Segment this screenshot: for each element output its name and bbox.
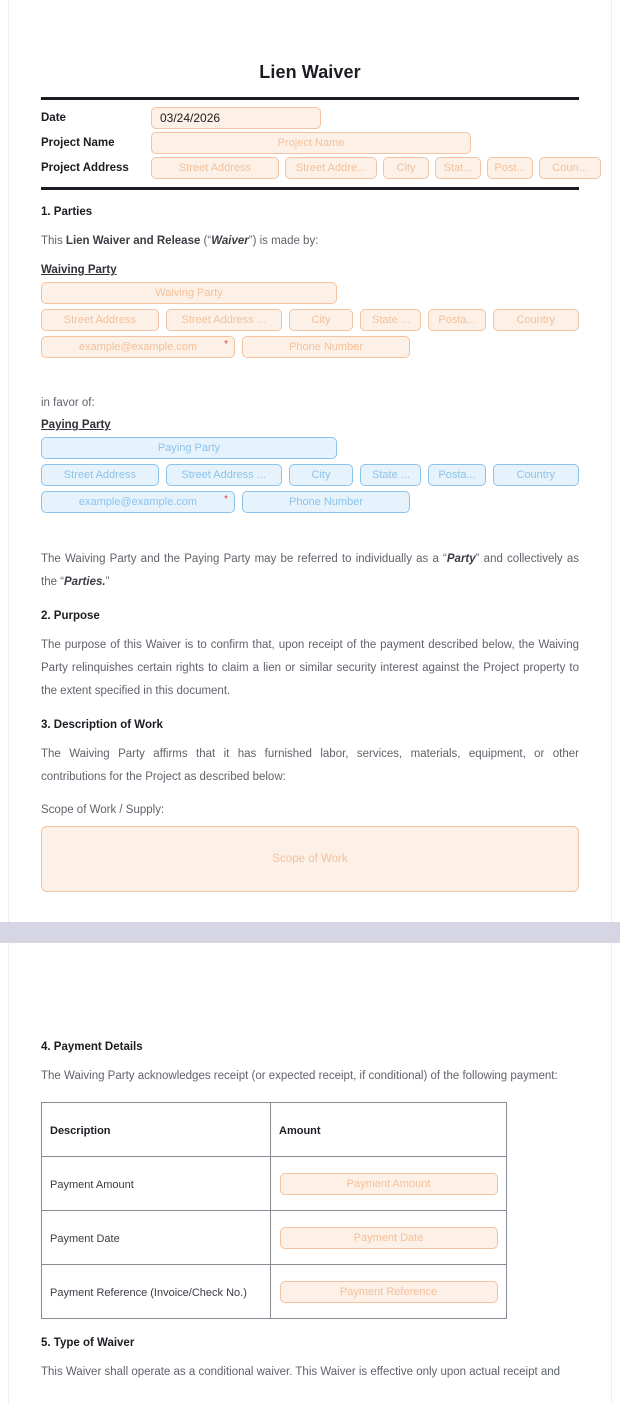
parties-closing-spacer xyxy=(41,518,579,548)
payment-amount-input[interactable]: Payment Amount xyxy=(280,1173,498,1195)
parties-intro-text xyxy=(41,230,579,253)
parties-closing-text xyxy=(41,548,579,594)
party-spacer xyxy=(41,363,579,393)
paying-party-street-address-2-input[interactable]: Street Address ... xyxy=(166,464,282,486)
project-street-address-input[interactable]: Street Address xyxy=(151,157,279,179)
description-of-work-body-text: The Waiving Party affirms that it has furnished labor, services, materials, equipment, or other contributions for the Project as described below: xyxy=(41,748,579,783)
scope-of-work-label: Scope of Work / Supply: xyxy=(41,804,165,816)
waiving-party-contact-row xyxy=(41,336,579,358)
paying-party-name-input[interactable]: Paying Party xyxy=(41,437,337,459)
paying-party-name-row xyxy=(41,437,579,459)
waiving-party-country-input[interactable]: Country xyxy=(493,309,579,331)
table-row xyxy=(42,1211,507,1265)
parties-closing-mid: ” and collectively as the “ xyxy=(41,553,579,588)
payment-details-table xyxy=(41,1102,507,1319)
payment-date-row-label: Payment Date xyxy=(50,1232,120,1245)
section-heading-parties: 1. Parties xyxy=(41,206,93,218)
table-row xyxy=(42,1265,507,1319)
payment-reference-row-label: Payment Reference (Invoice/Check No.) xyxy=(50,1286,247,1299)
paying-party-contact-row xyxy=(41,491,579,513)
table-cell-amount xyxy=(271,1157,507,1211)
project-country-input[interactable]: Coun... xyxy=(539,157,601,179)
table-row xyxy=(42,1157,507,1211)
waiving-party-email-placeholder: example@example.com xyxy=(78,341,198,353)
paying-party-phone-input[interactable]: Phone Number xyxy=(242,491,410,513)
waiving-party-address-row xyxy=(41,309,579,331)
waiving-party-heading: Waiving Party xyxy=(41,264,117,276)
document-page-2 xyxy=(8,943,612,1403)
waiving-party-phone-input[interactable]: Phone Number xyxy=(242,336,410,358)
table-header-description-label: Description xyxy=(50,1124,111,1137)
header-row-project-address xyxy=(41,156,588,180)
waiving-party-name-input[interactable]: Waiving Party xyxy=(41,282,337,304)
waiving-party-fields xyxy=(41,282,579,358)
parties-intro-quote-close: ”) is made by: xyxy=(248,235,319,247)
project-state-input[interactable]: Stat... xyxy=(435,157,481,179)
parties-intro-italic: Waiver xyxy=(211,235,249,247)
table-cell-amount xyxy=(271,1265,507,1319)
project-name-input[interactable]: Project Name xyxy=(151,132,471,154)
parties-closing-italic-parties: Parties. xyxy=(64,576,106,588)
page-break-divider xyxy=(0,922,620,943)
project-address-label: Project Address xyxy=(41,162,129,174)
parties-intro-quote-open: (“ xyxy=(200,235,212,247)
parties-closing-prefix: The Waiving Party and the Paying Party may be referred to individually as a “ xyxy=(41,553,447,565)
paying-party-email-required-marker: * xyxy=(224,494,228,505)
section-heading-purpose: 2. Purpose xyxy=(41,610,100,622)
table-header-row xyxy=(42,1103,507,1157)
parties-intro-bold: Lien Waiver and Release xyxy=(65,235,201,247)
parties-closing-suffix: ” xyxy=(105,576,110,588)
table-header-amount xyxy=(271,1103,507,1157)
date-field-group xyxy=(151,107,579,129)
document-page-1 xyxy=(8,0,612,922)
payment-date-input[interactable]: Payment Date xyxy=(280,1227,498,1249)
waiving-party-street-address-2-input[interactable]: Street Address ... xyxy=(166,309,282,331)
purpose-body-text: The purpose of this Waiver is to confirm that, upon receipt of the payment described below, the Waiving Party relinquishes certain rights to claim a lien or similar security interest against the Project property to the extent specified in this document. xyxy=(41,639,579,697)
parties-intro-prefix: This xyxy=(41,235,66,247)
paying-party-fields xyxy=(41,437,579,513)
waiving-party-email-required-marker: * xyxy=(224,339,228,350)
paying-party-country-input[interactable]: Country xyxy=(493,464,579,486)
paying-party-address-row xyxy=(41,464,579,486)
waiving-party-email-input[interactable] xyxy=(41,336,235,358)
project-name-field-group xyxy=(151,132,579,154)
table-cell-amount xyxy=(271,1211,507,1265)
paying-party-city-input[interactable]: City xyxy=(289,464,354,486)
page-title: Lien Waiver xyxy=(259,62,361,82)
waiving-party-city-input[interactable]: City xyxy=(289,309,354,331)
waiving-party-postal-code-input[interactable]: Posta... xyxy=(428,309,485,331)
scope-of-work-textarea[interactable]: Scope of Work xyxy=(41,826,579,892)
section-heading-payment-details: 4. Payment Details xyxy=(41,1041,143,1053)
paying-party-street-address-input[interactable]: Street Address xyxy=(41,464,159,486)
project-city-input[interactable]: City xyxy=(383,157,429,179)
table-header-description xyxy=(42,1103,271,1157)
paying-party-state-input[interactable]: State ... xyxy=(360,464,421,486)
table-cell-description xyxy=(42,1211,271,1265)
section-heading-type-of-waiver: 5. Type of Waiver xyxy=(41,1337,135,1349)
type-of-waiver-body-text: This Waiver shall operate as a conditional waiver. This Waiver is effective only upon actual receipt and xyxy=(41,1366,561,1378)
header-row-date xyxy=(41,106,579,130)
payment-details-body-text: The Waiving Party acknowledges receipt (or expected receipt, if conditional) of the following payment: xyxy=(41,1070,558,1082)
table-header-amount-label: Amount xyxy=(279,1124,321,1137)
project-address-field-group xyxy=(151,157,601,179)
project-street-address-2-input[interactable]: Street Addre... xyxy=(285,157,377,179)
payment-reference-input[interactable]: Payment Reference xyxy=(280,1281,498,1303)
table-cell-description xyxy=(42,1157,271,1211)
waiving-party-state-input[interactable]: State ... xyxy=(360,309,421,331)
table-cell-description xyxy=(42,1265,271,1319)
header-row-project-name xyxy=(41,131,579,155)
parties-closing-italic-party: Party xyxy=(446,553,476,565)
date-label: Date xyxy=(41,112,66,124)
payment-amount-row-label: Payment Amount xyxy=(50,1178,134,1191)
date-input[interactable]: 03/24/2026 xyxy=(151,107,321,129)
paying-party-heading: Paying Party xyxy=(41,419,111,431)
project-name-label: Project Name xyxy=(41,137,115,149)
waiving-party-street-address-input[interactable]: Street Address xyxy=(41,309,159,331)
paying-party-email-input[interactable] xyxy=(41,491,235,513)
waiving-party-name-row xyxy=(41,282,579,304)
in-favor-of-text: in favor of: xyxy=(41,397,95,409)
document-header-block xyxy=(41,97,588,190)
project-postal-code-input[interactable]: Post... xyxy=(487,157,533,179)
paying-party-postal-code-input[interactable]: Posta... xyxy=(428,464,485,486)
section-heading-description-of-work: 3. Description of Work xyxy=(41,719,163,731)
paying-party-email-placeholder: example@example.com xyxy=(78,496,198,508)
